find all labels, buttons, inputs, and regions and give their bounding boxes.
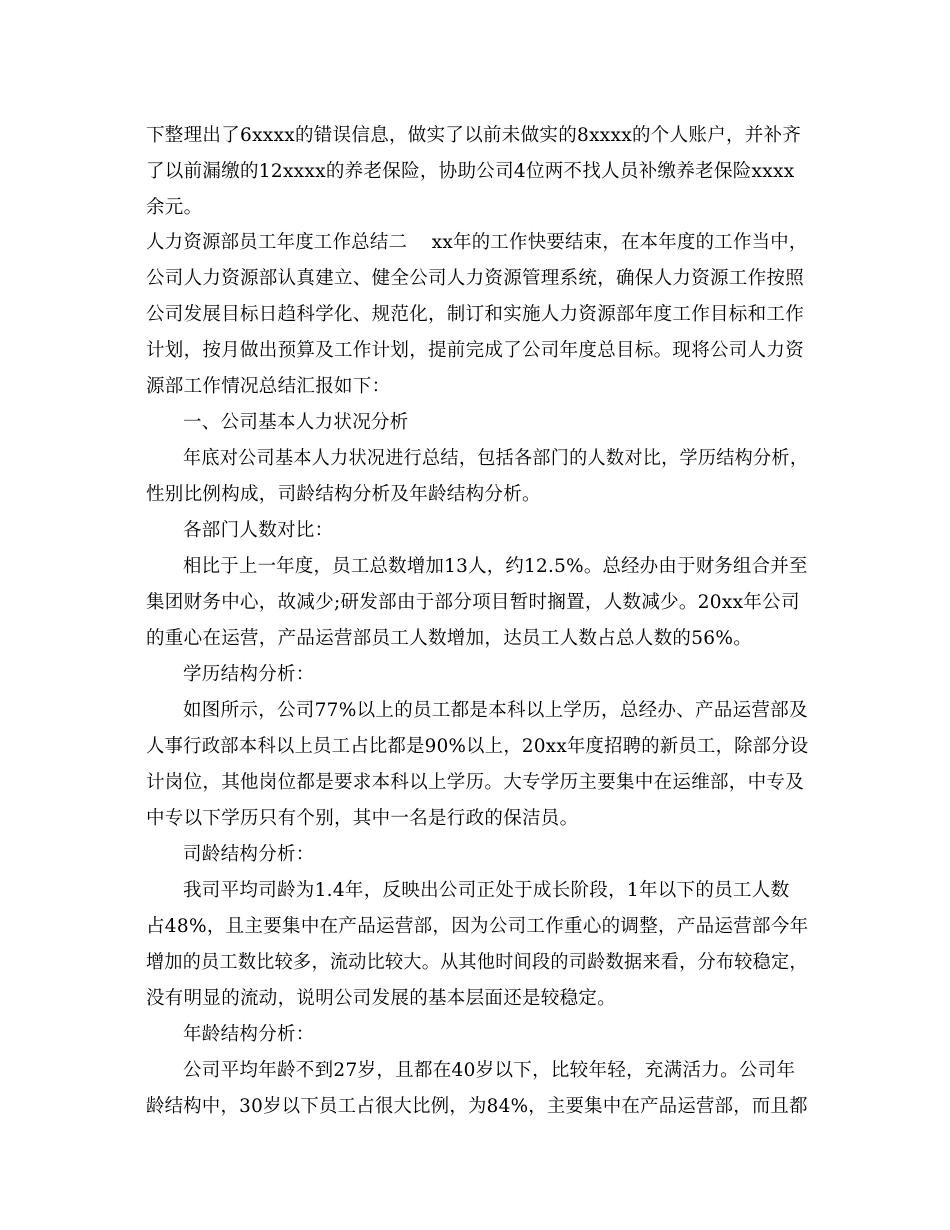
body-line: 人事行政部本科以上员工占比都是90%以上，20xx年度招聘的新员工，除部分设: [146, 736, 809, 757]
body-line: 了以前漏缴的12xxxx的养老保险，协助公司4位两不找人员补缴养老保险xxxx: [146, 161, 795, 182]
body-line: 公司发展目标日趋科学化、规范化，制订和实施人力资源部年度工作目标和工作: [146, 304, 805, 325]
subheading: 各部门人数对比：: [183, 520, 334, 541]
subheading: 年龄结构分析：: [183, 1024, 315, 1045]
body-line: 源部工作情况总结汇报如下：: [146, 376, 391, 397]
body-line: 龄结构中，30岁以下员工占很大比例，为84%，主要集中在产品运营部，而且都: [146, 1096, 808, 1117]
body-line: 公司平均年龄不到27岁，且都在40岁以下，比较年轻，充满活力。公司年: [183, 1060, 796, 1081]
body-line: 没有明显的流动，说明公司发展的基本层面还是较稳定。: [146, 988, 617, 1009]
body-line: 下整理出了6xxxx的错误信息，做实了以前未做实的8xxxx的个人账户，并补齐: [146, 125, 802, 146]
body-line: 占48%，且主要集中在产品运营部，因为公司工作重心的调整，产品运营部今年: [146, 916, 809, 937]
subheading: 一、公司基本人力状况分析: [183, 412, 409, 433]
body-line: 计划，按月做出预算及工作计划，提前完成了公司年度总目标。现将公司人力资: [146, 340, 805, 361]
body-line: 余元。: [146, 197, 203, 218]
body-line: 增加的员工数比较多，流动比较大。从其他时间段的司龄数据来看，分布较稳定，: [146, 952, 808, 973]
body-line: 计岗位，其他岗位都是要求本科以上学历。大专学历主要集中在运维部，中专及: [146, 772, 805, 793]
body-line: 我司平均司龄为1.4年，反映出公司正处于成长阶段，1年以下的员工人数: [183, 880, 790, 901]
body-line: 如图所示，公司77%以上的员工都是本科以上学历，总经办、产品运营部及: [183, 700, 808, 721]
body-line: 相比于上一年度，员工总数增加13人，约12.5%。总经办由于财务组合并至: [183, 556, 808, 577]
body-line: 性别比例构成，司龄结构分析及年龄结构分析。: [146, 484, 541, 505]
section-heading-line: 人力资源部员工年度工作总结二 xx年的工作快要结束，在本年度的工作当中，: [146, 232, 808, 253]
body-line: 公司人力资源部认真建立、健全公司人力资源管理系统，确保人力资源工作按照: [146, 268, 805, 289]
body-line: 的重心在运营，产品运营部员工人数增加，达员工人数占总人数的56%。: [146, 628, 753, 649]
subheading: 学历结构分析：: [183, 664, 315, 685]
body-line: 中专以下学历只有个别，其中一名是行政的保洁员。: [146, 808, 579, 829]
subheading: 司龄结构分析：: [183, 844, 315, 865]
body-line: 年底对公司基本人力状况进行总结，包括各部门的人数对比，学历结构分析，: [183, 448, 809, 469]
body-line: 集团财务中心，故减少;研发部由于部分项目暂时搁置，人数减少。20xx年公司: [146, 592, 800, 613]
